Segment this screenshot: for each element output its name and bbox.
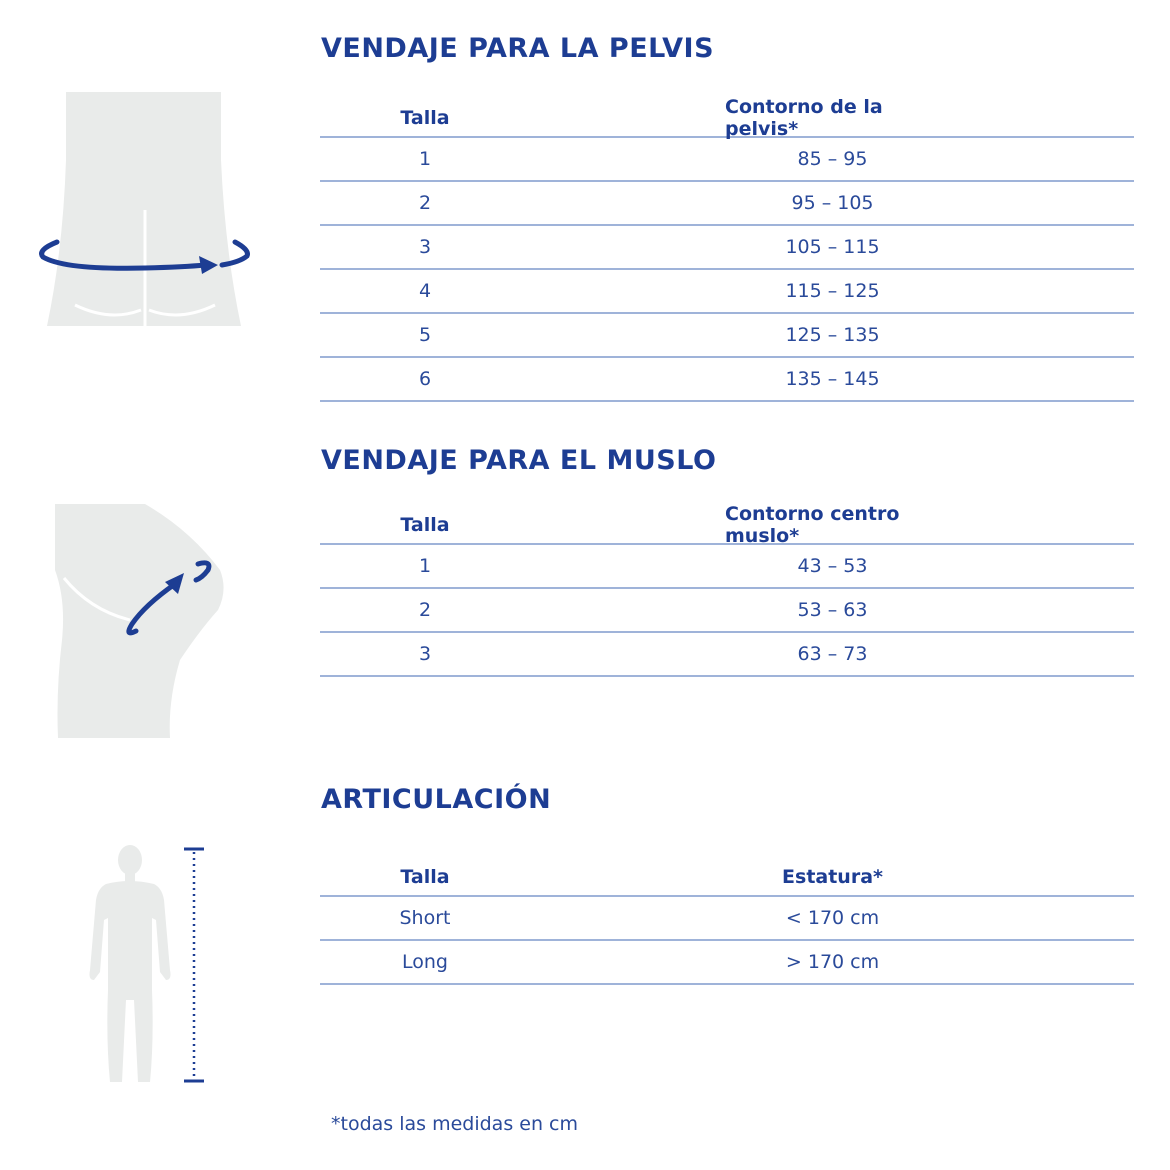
- cell-size: 5: [418, 324, 432, 346]
- cell-size: 2: [418, 599, 432, 621]
- thigh-size-table: [320, 503, 1134, 677]
- cell-size: 1: [418, 148, 432, 170]
- cell-measure: > 170 cm: [785, 951, 880, 973]
- cell-size: Short: [399, 907, 451, 929]
- cell-measure: 135 – 145: [785, 368, 880, 390]
- cell-measure: 95 – 105: [791, 192, 874, 214]
- cell-measure: 53 – 63: [797, 599, 868, 621]
- pelvis-measurement-icon: [35, 90, 255, 330]
- cell-size: 3: [418, 236, 432, 258]
- cell-measure: 43 – 53: [797, 555, 868, 577]
- header-measure: Contorno centro muslo*: [725, 503, 900, 547]
- cell-measure: 85 – 95: [797, 148, 868, 170]
- cell-measure: 125 – 135: [785, 324, 880, 346]
- cell-measure: 115 – 125: [785, 280, 880, 302]
- header-measure: Estatura*: [782, 866, 883, 888]
- table-header-row: [320, 503, 1134, 547]
- cell-size: 4: [418, 280, 432, 302]
- cell-size: 6: [418, 368, 432, 390]
- cell-measure: 63 – 73: [797, 643, 868, 665]
- table-row: [320, 182, 1134, 226]
- table-header-row: [320, 859, 1134, 897]
- thigh-measurement-icon: [50, 500, 250, 740]
- header-size: Talla: [400, 866, 450, 888]
- table-row: [320, 633, 1134, 677]
- section-title-joint: ARTICULACIÓN: [321, 784, 552, 815]
- cell-size: 3: [418, 643, 432, 665]
- table-row: [320, 226, 1134, 270]
- section-title-thigh: VENDAJE PARA EL MUSLO: [321, 445, 717, 476]
- cell-size: Long: [402, 951, 448, 973]
- pelvis-size-table: [320, 96, 1134, 402]
- table-header-row: [320, 96, 1134, 140]
- cell-size: 2: [418, 192, 432, 214]
- table-row: [320, 941, 1134, 985]
- table-row: [320, 589, 1134, 633]
- table-row: [320, 270, 1134, 314]
- footnote: *todas las medidas en cm: [331, 1113, 578, 1135]
- table-row: [320, 138, 1134, 182]
- header-size: Talla: [400, 107, 450, 129]
- table-row: [320, 314, 1134, 358]
- body-height-icon: [80, 840, 220, 1090]
- joint-size-table: [320, 859, 1134, 985]
- table-row: [320, 358, 1134, 402]
- table-row: [320, 545, 1134, 589]
- cell-measure: 105 – 115: [785, 236, 880, 258]
- table-row: [320, 897, 1134, 941]
- header-measure: Contorno de la pelvis*: [725, 96, 883, 140]
- cell-size: 1: [418, 555, 432, 577]
- header-size: Talla: [400, 514, 450, 536]
- section-title-pelvis: VENDAJE PARA LA PELVIS: [321, 33, 715, 64]
- cell-measure: < 170 cm: [785, 907, 880, 929]
